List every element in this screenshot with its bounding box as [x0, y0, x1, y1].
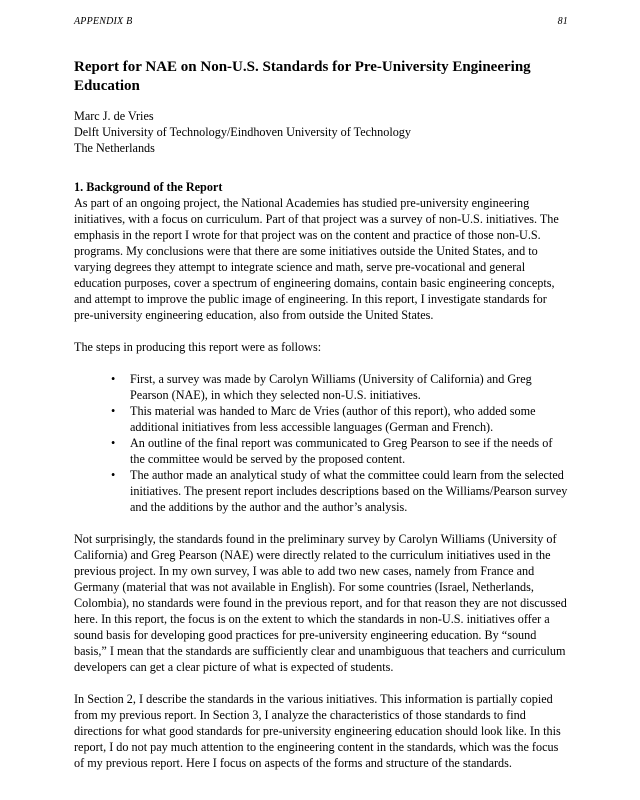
section-background: [74, 179, 568, 787]
author-affiliation: Delft University of Technology/Eindhoven University of Technology: [74, 125, 411, 139]
author-name: Marc J. de Vries: [74, 109, 154, 123]
report-title: Report for NAE on Non-U.S. Standards for Pre-University Engineering Education: [74, 59, 531, 94]
list-item: [111, 467, 568, 515]
list-item-text: This material was handed to Marc de Vries (author of this report), who added some additional initiatives from less accessible languages (German and French).: [130, 404, 536, 434]
author-country: The Netherlands: [74, 141, 155, 155]
appendix-label: APPENDIX B: [74, 16, 133, 27]
section-heading: 1. Background of the Report: [74, 180, 223, 194]
list-item: [111, 435, 568, 467]
bullet-icon: •: [111, 404, 116, 418]
steps-list: [74, 371, 568, 515]
list-item: [111, 403, 568, 435]
steps-intro: The steps in producing this report were as follows:: [74, 340, 322, 354]
page-number: 81: [557, 16, 568, 27]
running-head: [74, 16, 568, 27]
standards-paragraph: Not surprisingly, the standards found in the preliminary survey by Carolyn Williams (University of California) and Greg Pearson (NAE) were directly related to the curriculum initiatives used in the previous project. In my own survey, I was able to add two new cases, namely from France and Germany (material that was not available in English). For some countries (Israel, Netherlands, Colombia), no standards were found in the previous report, and for that reason they are not discussed here. In this report, the focus is on the extent to which the standards in non-U.S. initiatives offer a sound basis for developing good practices for pre-university engineering education. By “sound basis,” I mean that the standards are sufficiently clear and unambiguous that teachers and curriculum developers can get a clear picture of what is expected of students.: [74, 532, 567, 674]
background-paragraph: As part of an ongoing project, the National Academies has studied pre-university engineering initiatives, with a focus on curriculum. Part of that project was a survey of non-U.S. initiatives. The emphasis in the report I wrote for that project was on the content and practice of those non-U.S. programs. My conclusions were that there are some initiatives outside the United States, and to varying degrees they attempt to integrate science and math, serve pre-vocational and general education purposes, cover a spectrum of engineering domains, contain basic engineering concepts, and attempt to improve the public image of engineering. In this report, I investigate standards for pre-university engineering education, also from outside the United States.: [74, 196, 559, 322]
bullet-icon: •: [111, 468, 116, 482]
list-item-text: The author made an analytical study of what the committee could learn from the selected initiatives. The present report includes descriptions based on the Williams/Pearson survey and the additions by the author and the author’s analysis.: [130, 468, 568, 514]
bullet-icon: •: [111, 436, 116, 450]
author-block: [74, 108, 574, 156]
list-item-text: First, a survey was made by Carolyn Williams (University of California) and Greg Pearson (NAE), in which they selected non-U.S. initiatives.: [130, 372, 532, 402]
list-item-text: An outline of the final report was communicated to Greg Pearson to see if the needs of the committee would be served by the proposed content.: [130, 436, 553, 466]
bullet-icon: •: [111, 372, 116, 386]
list-item: [111, 371, 568, 403]
sections-overview-paragraph: In Section 2, I describe the standards in the various initiatives. This information is partially copied from my previous report. In Section 3, I analyze the characteristics of those standards to find directions for what good standards for pre-university engineering education should look like. In this report, I do not pay much attention to the engineering content in the standards, which was the focus of my previous report. Here I focus on aspects of the forms and structure of the standards.: [74, 692, 561, 770]
